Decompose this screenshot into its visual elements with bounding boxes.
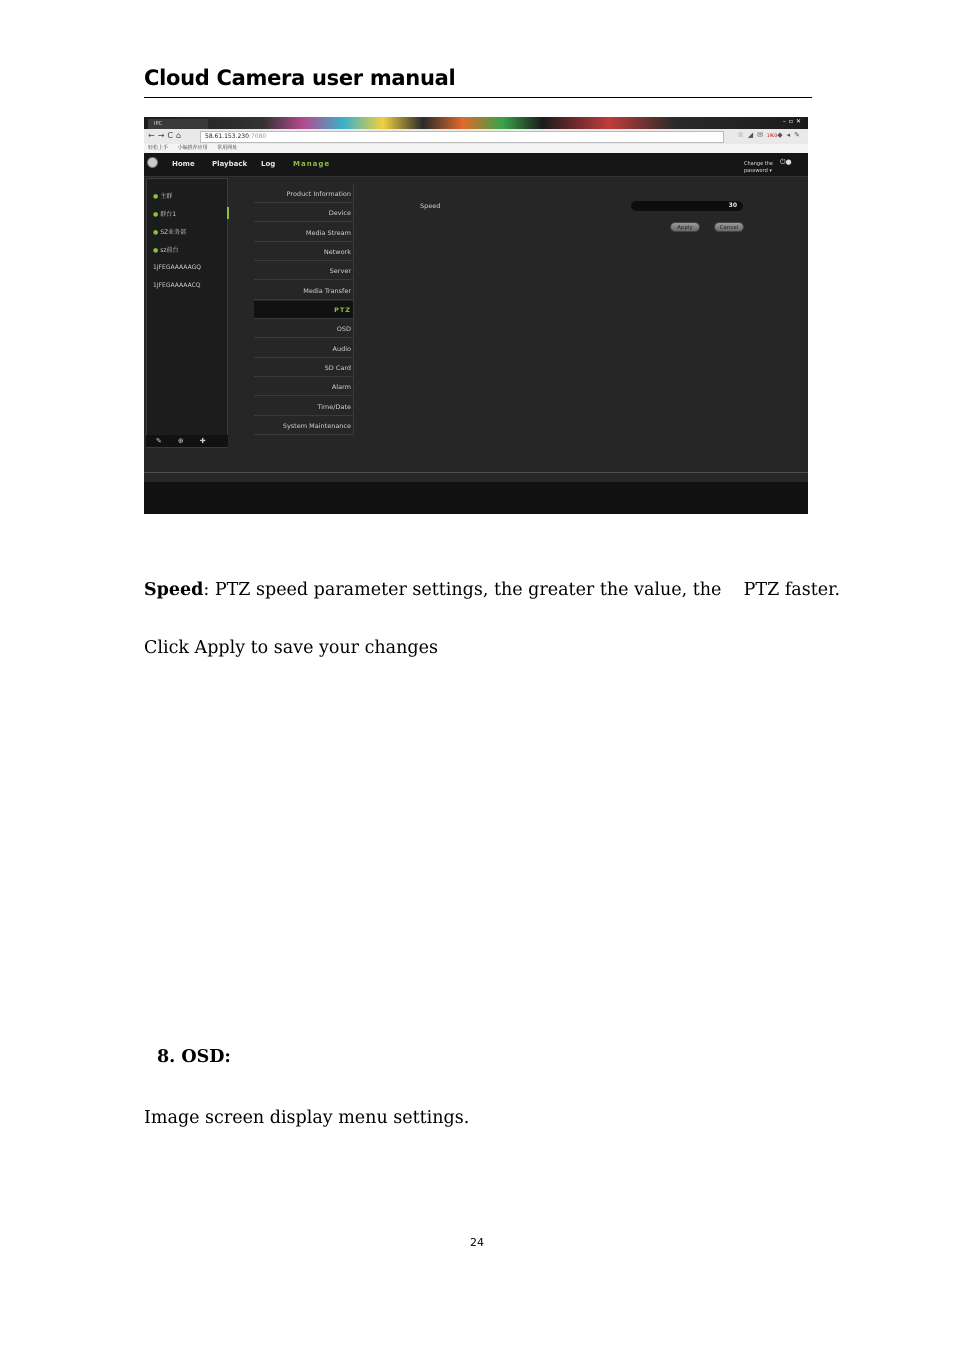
menu-network[interactable]: Network [254,243,354,261]
change-password-link[interactable] [744,161,773,175]
menu-product-information[interactable]: Product Information [254,185,354,203]
bookmark-item[interactable]: 小编推荐应用 [177,145,208,151]
page-number: 24 [470,1236,484,1249]
wrench-icon[interactable]: ✎ [156,437,178,445]
menu-time-date[interactable]: Time/Date [254,398,354,416]
menu-audio[interactable]: Audio [254,340,354,358]
url-field[interactable] [200,131,724,143]
status-dot-icon: ● [153,247,159,254]
speed-text: : PTZ speed parameter settings, the greater the value, the PTZ faster. [203,580,841,600]
cancel-button[interactable]: Cancel [714,222,744,232]
menu-media-stream[interactable]: Media Stream [254,224,354,242]
menu-device[interactable]: Device [254,204,354,222]
tree-item[interactable] [153,245,179,254]
address-bar [144,129,808,144]
add-icon[interactable]: ✚ [199,437,222,445]
menu-alarm[interactable]: Alarm [254,378,354,396]
menu-sd-card[interactable]: SD Card [254,359,354,377]
menu-osd[interactable]: OSD [254,320,354,338]
nav-home[interactable]: Home [172,160,195,168]
status-dot-icon: ● [153,193,159,200]
browser-tab-strip [144,117,808,129]
browser-tab[interactable]: IPC [148,119,208,129]
menu-divider [353,185,354,435]
tree-item-label: SZ业务部 [160,229,187,236]
tree-item[interactable] [153,264,201,271]
menu-system-maintenance[interactable]: System Maintenance [254,417,354,435]
badge-count: 1903 [767,133,778,138]
speed-input[interactable]: 30 [631,201,743,211]
osd-description: Image screen display menu settings. [144,1108,470,1128]
status-dot-icon: ● [153,229,159,236]
menu-media-transfer[interactable]: Media Transfer [254,282,354,300]
menu-ptz[interactable]: PTZ [254,301,354,319]
title-rule [144,97,812,98]
tree-item[interactable] [153,209,176,218]
tree-item[interactable] [153,282,200,289]
tree-item[interactable] [153,227,186,236]
bookmark-item[interactable]: 轻松上手 [148,145,169,151]
browser-nav-icons[interactable]: ←→C⌂ [148,131,185,140]
footer-divider [144,472,808,473]
apply-button[interactable]: Apply [670,222,700,232]
window-controls[interactable]: –▫✕ [782,118,804,125]
status-dot-icon: ● [153,211,159,218]
nav-playback[interactable]: Playback [212,160,248,168]
device-tree-panel [146,178,228,448]
change-password-line1: Change the [744,161,773,167]
speed-description [144,580,840,600]
section-heading: 8. OSD: [157,1047,231,1067]
tree-selection-indicator [227,207,229,219]
tree-item[interactable] [153,191,172,200]
bookmarks-bar [144,144,808,153]
tree-toolbar [146,435,228,447]
extension-icons[interactable]: ☆◢✉1903◆◂✎ [737,131,804,139]
tree-item-label: sz前台 [160,247,179,254]
tree-item-label: 主群 [160,193,173,200]
change-password-line2: password ▾ [744,168,772,174]
url-host: 58.61.153.230 [205,133,249,140]
speed-term: Speed [144,580,204,600]
menu-server[interactable]: Server [254,262,354,280]
search-icon[interactable]: ⊕ [177,437,200,445]
footer-band [144,482,808,514]
nav-log[interactable]: Log [261,160,276,168]
nav-manage[interactable]: Manage [293,160,331,168]
tree-item-label: 1JFEGAAAAACQ [153,282,201,289]
tree-item-label: 群台1 [160,211,177,218]
tree-item-label: 1JFEGAAAAAGQ [153,264,201,271]
app-nav-bar [144,153,808,177]
url-port: :7080 [248,133,267,140]
logout-icon[interactable]: ⏻● [780,158,792,166]
document-title: Cloud Camera user manual [144,66,456,90]
screenshot [144,117,808,514]
speed-label: Speed [420,202,441,210]
apply-note: Click Apply to save your changes [144,638,438,658]
logo-icon [147,157,158,168]
bookmark-item[interactable]: 常用网址 [217,145,238,151]
